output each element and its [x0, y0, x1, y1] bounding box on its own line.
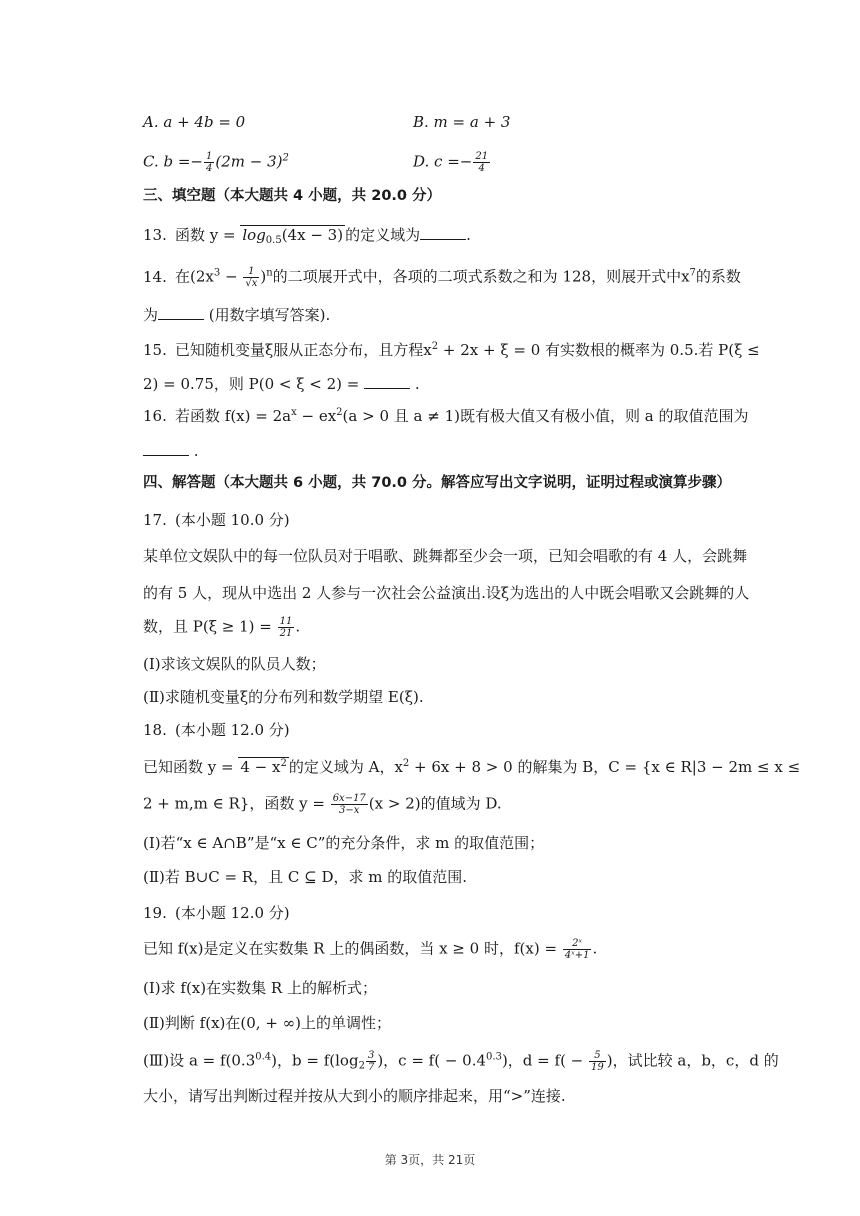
question-14: 14. 在($2x^3$ − $\frac{1}{√x}$ )$^n$的二项展开式中，各项的二项式系数之和为 128，则展开式中$x^7$的系数: [143, 266, 741, 289]
question-16-line-2: .: [143, 441, 199, 461]
question-13: 13. 函数 $y = \log_{0.5}(4x - 3)$ 的定义域为 .: [143, 226, 471, 246]
question-17-p3: 数，且 P(ξ ≥ 1) = $\frac{11}{21}$ .: [143, 616, 301, 639]
question-18-header: 18. (本小题 12.0 分): [143, 721, 290, 739]
question-15-line-2: 2) = 0.75，则 P(0 < ξ < 2) = .: [143, 375, 420, 393]
question-18-part-2: (Ⅱ)若 B∪C = R，且 C ⊆ D，求 m 的取值范围.: [143, 868, 468, 886]
question-17-header: 17. (本小题 10.0 分): [143, 511, 290, 529]
question-19-part-1: (Ⅰ)求 f(x)在实数集 R 上的解析式；: [143, 979, 377, 997]
question-16: 16. 若函数 $f(x) = 2a^x - ex^2(a > 0$ 且 a ≠ 1)既有极大值又有极小值，则 a 的取值范围为: [143, 407, 749, 425]
question-19-part-2: (Ⅱ)判断 f(x)在(0, + ∞)上的单调性；: [143, 1014, 391, 1032]
question-14-line-2: 为 (用数字填写答案).: [143, 306, 331, 324]
question-17-p2: 的有 5 人，现从中选出 2 人参与一次社会公益演出.设ξ为选出的人中既会唱歌又会跳舞的人: [143, 584, 750, 602]
option-d: D. c =− $\frac{21}{4}$: [413, 151, 489, 174]
question-18-p2: 2 + m,m ∈ R}，函数 y = $\frac{6x-17}{3-x}$ (x > 2)的值域为 D.: [143, 793, 502, 816]
question-15: 15. 已知随机变量ξ服从正态分布，且方程$x^2 + 2x + \xi = 0$ 有实数根的概率为 0.5.若 P(ξ ≤: [143, 341, 760, 359]
question-17-part-2: (Ⅱ)求随机变量ξ的分布列和数学期望 E(ξ).: [143, 688, 424, 706]
question-19-p1: 已知 f(x)是定义在实数集 R 上的偶函数，当 x ≥ 0 时，f(x) = $\frac{\text{2ˣ}}{\text{4ˣ+1}}$ .: [143, 938, 598, 961]
section-4-title: 四、解答题（本大题共 6 小题，共 70.0 分。解答应写出文字说明，证明过程或演算步骤）: [143, 475, 732, 491]
page-footer: 第 3页，共 21页: [384, 1153, 476, 1167]
question-18-p1: 已知函数 $y = 4 - x^2$ 的定义域为 A，$x^2 + 6x + 8 > 0$ 的解集为 B，C = {x ∈ R|3 − 2m ≤ x ≤: [143, 758, 801, 776]
option-b: B. m = a + 3: [413, 113, 511, 131]
question-17-p1: 某单位文娱队中的每一位队员对于唱歌、跳舞都至少会一项，已知会唱歌的有 4 人，会跳舞: [143, 547, 748, 565]
question-19-part-3: (Ⅲ)设 $a = f(0.3^{0.4})$，$b = f(\log_2$ $\frac{3}{7}$ )，$c = f( - 0.4^{0.3})$，d = f( − $\frac{5}{19}$ )，试比较 a，b，c，d 的: [143, 1050, 779, 1073]
question-19-header: 19. (本小题 12.0 分): [143, 904, 290, 922]
question-17-part-1: (Ⅰ)求该文娱队的队员人数；: [143, 655, 326, 673]
section-3-title: 三、填空题（本大题共 4 小题，共 20.0 分）: [143, 188, 442, 204]
option-a: A. a + 4b = 0: [143, 113, 246, 131]
option-c: C. b =− $\frac{1}{4}$ $(2m - 3)^2$: [143, 151, 289, 174]
question-19-part-3-line-2: 大小，请写出判断过程并按从大到小的顺序排起来，用“>”连接.: [143, 1087, 566, 1105]
question-18-part-1: (Ⅰ)若“x ∈ A∩B”是“x ∈ C”的充分条件，求 m 的取值范围；: [143, 834, 545, 852]
